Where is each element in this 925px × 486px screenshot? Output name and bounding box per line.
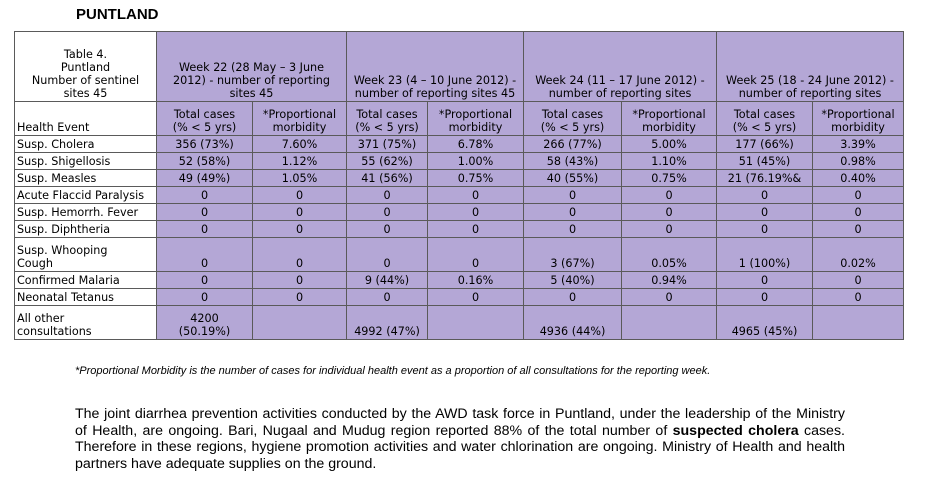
total-cases-cell: 3 (67%) <box>524 238 622 272</box>
proportional-morbidity-cell: 0 <box>428 238 524 272</box>
total-cases-cell: 177 (66%) <box>717 136 813 153</box>
total-cases-cell: 52 (58%) <box>157 153 253 170</box>
health-event-label: Susp. Measles <box>15 170 157 187</box>
proportional-morbidity-header: *Proportional morbidity <box>428 102 524 136</box>
week-23-header: Week 23 (4 – 10 June 2012) - number of reporting sites 45 <box>347 32 524 102</box>
proportional-morbidity-cell: 0 <box>428 221 524 238</box>
health-event-label: Susp. Whooping Cough <box>15 238 157 272</box>
total-cases-header: Total cases (% < 5 yrs) <box>524 102 622 136</box>
total-cases-cell: 0 <box>347 187 428 204</box>
total-cases-cell: 0 <box>347 238 428 272</box>
total-cases-cell: 49 (49%) <box>157 170 253 187</box>
proportional-morbidity-cell: 6.78% <box>428 136 524 153</box>
total-cases-cell: 0 <box>717 289 813 306</box>
proportional-morbidity-cell: 0 <box>253 187 347 204</box>
proportional-morbidity-cell: 0 <box>622 187 717 204</box>
emphasis-text: suspected cholera <box>672 422 799 439</box>
health-event-header: Health Event <box>15 102 157 136</box>
total-cases-cell: 266 (77%) <box>524 136 622 153</box>
proportional-morbidity-header: *Proportional morbidity <box>253 102 347 136</box>
proportional-morbidity-cell: 0 <box>622 204 717 221</box>
total-cases-cell: 21 (76.19%& <box>717 170 813 187</box>
proportional-morbidity-cell: 0.02% <box>813 238 904 272</box>
proportional-morbidity-cell: 0 <box>813 204 904 221</box>
proportional-morbidity-cell: 0.75% <box>622 170 717 187</box>
proportional-morbidity-cell: 7.60% <box>253 136 347 153</box>
total-cases-header: Total cases (% < 5 yrs) <box>717 102 813 136</box>
proportional-morbidity-cell: 1.00% <box>428 153 524 170</box>
proportional-morbidity-cell: 0 <box>253 221 347 238</box>
proportional-morbidity-cell: 0.16% <box>428 272 524 289</box>
total-cases-cell: 0 <box>157 272 253 289</box>
proportional-morbidity-cell: 0 <box>622 289 717 306</box>
total-cases-cell: 0 <box>347 289 428 306</box>
proportional-morbidity-cell: 0.98% <box>813 153 904 170</box>
total-cases-header: Total cases (% < 5 yrs) <box>347 102 428 136</box>
total-cases-cell: 0 <box>524 289 622 306</box>
week-25-header: Week 25 (18 - 24 June 2012) - number of reporting sites <box>717 32 904 102</box>
proportional-morbidity-cell: 0 <box>428 187 524 204</box>
proportional-morbidity-cell: 0 <box>813 221 904 238</box>
proportional-morbidity-cell <box>253 306 347 340</box>
total-cases-cell: 0 <box>717 204 813 221</box>
proportional-morbidity-cell: 5.00% <box>622 136 717 153</box>
total-cases-cell: 9 (44%) <box>347 272 428 289</box>
total-cases-cell: 40 (55%) <box>524 170 622 187</box>
total-cases-cell: 0 <box>524 204 622 221</box>
total-cases-cell: 5 (40%) <box>524 272 622 289</box>
footnote: *Proportional Morbidity is the number of cases for individual health event as a proportion of all consultations for the reporting week. <box>75 365 711 377</box>
table-row <box>15 289 904 306</box>
total-cases-cell: 0 <box>717 221 813 238</box>
table-row <box>15 170 904 187</box>
proportional-morbidity-cell <box>622 306 717 340</box>
table-row <box>15 136 904 153</box>
health-event-label: Acute Flaccid Paralysis <box>15 187 157 204</box>
total-cases-cell: 0 <box>157 221 253 238</box>
total-cases-cell: 0 <box>157 187 253 204</box>
total-cases-cell: 0 <box>157 204 253 221</box>
health-event-label: Susp. Hemorrh. Fever <box>15 204 157 221</box>
surveillance-table <box>14 31 904 340</box>
week-24-header: Week 24 (11 – 17 June 2012) - number of reporting sites <box>524 32 717 102</box>
proportional-morbidity-header: *Proportional morbidity <box>622 102 717 136</box>
table-row <box>15 238 904 272</box>
proportional-morbidity-cell: 0 <box>428 289 524 306</box>
table-row <box>15 153 904 170</box>
proportional-morbidity-cell: 0 <box>622 221 717 238</box>
proportional-morbidity-cell: 0.94% <box>622 272 717 289</box>
table-row <box>15 306 904 340</box>
total-cases-cell: 58 (43%) <box>524 153 622 170</box>
table-caption: Table 4. Puntland Number of sentinel sites 45 <box>15 32 157 102</box>
total-cases-cell: 0 <box>524 187 622 204</box>
proportional-morbidity-cell: 0.40% <box>813 170 904 187</box>
proportional-morbidity-cell: 1.10% <box>622 153 717 170</box>
proportional-morbidity-cell <box>813 306 904 340</box>
total-cases-cell: 4965 (45%) <box>717 306 813 340</box>
total-cases-cell: 0 <box>524 221 622 238</box>
summary-paragraph: The joint diarrhea prevention activities conducted by the AWD task force in Puntland, under the leadership of the Ministry of Health, are ongoing. Bari, Nugaal and Mudug region reported 88% of the total number of suspected cholera cases. Therefore in these regions, hygiene promotion activities and water chlorination are ongoing. Ministry of Health and health partners have adequate supplies on the ground. <box>75 406 845 472</box>
proportional-morbidity-cell: 3.39% <box>813 136 904 153</box>
total-cases-cell: 0 <box>717 272 813 289</box>
proportional-morbidity-cell: 0 <box>428 204 524 221</box>
proportional-morbidity-cell: 0.05% <box>622 238 717 272</box>
proportional-morbidity-cell: 0 <box>813 187 904 204</box>
section-heading: PUNTLAND <box>76 6 159 23</box>
week-22-header: Week 22 (28 May – 3 June 2012) - number of reporting sites 45 <box>157 32 347 102</box>
health-event-label: Confirmed Malaria <box>15 272 157 289</box>
health-event-label: All other consultations <box>15 306 157 340</box>
total-cases-cell: 0 <box>157 238 253 272</box>
total-cases-cell: 41 (56%) <box>347 170 428 187</box>
proportional-morbidity-cell: 0 <box>813 289 904 306</box>
proportional-morbidity-cell: 1.05% <box>253 170 347 187</box>
health-event-label: Neonatal Tetanus <box>15 289 157 306</box>
total-cases-cell: 0 <box>347 204 428 221</box>
total-cases-cell: 371 (75%) <box>347 136 428 153</box>
proportional-morbidity-header: *Proportional morbidity <box>813 102 904 136</box>
health-event-label: Susp. Shigellosis <box>15 153 157 170</box>
proportional-morbidity-cell: 0 <box>253 238 347 272</box>
health-event-label: Susp. Cholera <box>15 136 157 153</box>
total-cases-cell: 4992 (47%) <box>347 306 428 340</box>
proportional-morbidity-cell: 1.12% <box>253 153 347 170</box>
table-row <box>15 187 904 204</box>
total-cases-cell: 0 <box>347 221 428 238</box>
total-cases-cell: 0 <box>157 289 253 306</box>
table-row <box>15 204 904 221</box>
health-event-label: Susp. Diphtheria <box>15 221 157 238</box>
proportional-morbidity-cell: 0.75% <box>428 170 524 187</box>
proportional-morbidity-cell <box>428 306 524 340</box>
total-cases-cell: 356 (73%) <box>157 136 253 153</box>
proportional-morbidity-cell: 0 <box>253 272 347 289</box>
total-cases-header: Total cases (% < 5 yrs) <box>157 102 253 136</box>
proportional-morbidity-cell: 0 <box>253 289 347 306</box>
proportional-morbidity-cell: 0 <box>253 204 347 221</box>
total-cases-cell: 4936 (44%) <box>524 306 622 340</box>
proportional-morbidity-cell: 0 <box>813 272 904 289</box>
total-cases-cell: 55 (62%) <box>347 153 428 170</box>
total-cases-cell: 4200 (50.19%) <box>157 306 253 340</box>
total-cases-cell: 0 <box>717 187 813 204</box>
table-row <box>15 272 904 289</box>
table-row <box>15 221 904 238</box>
total-cases-cell: 1 (100%) <box>717 238 813 272</box>
total-cases-cell: 51 (45%) <box>717 153 813 170</box>
